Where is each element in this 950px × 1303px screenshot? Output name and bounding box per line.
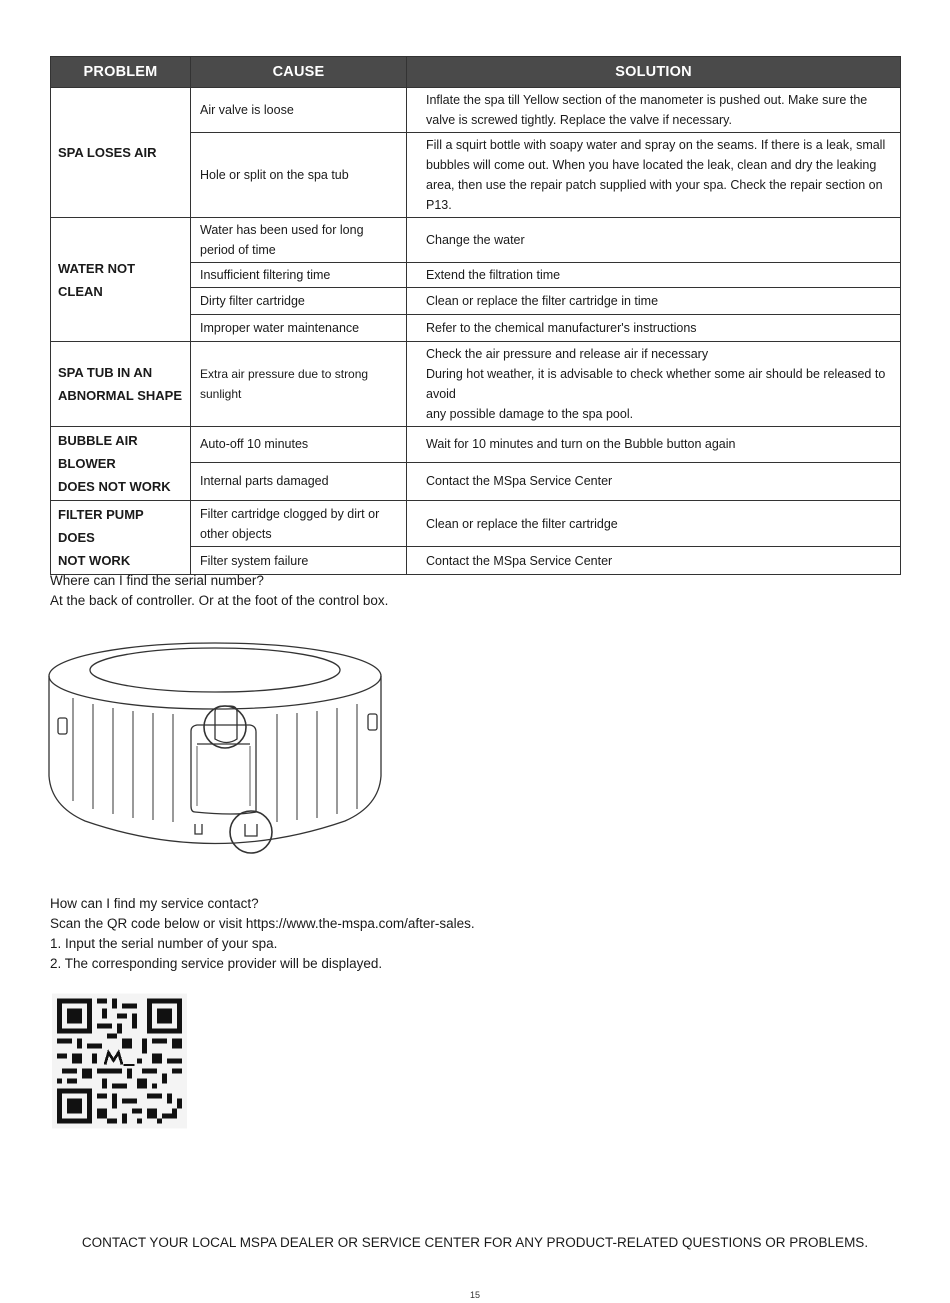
table-row <box>51 342 901 427</box>
solution-text: Clean or replace the filter cartridge in time <box>426 294 659 308</box>
problem-cell <box>51 342 191 427</box>
cause-text: Improper water maintenance <box>200 321 360 335</box>
solution-text: Contact the MSpa Service Center <box>426 474 613 489</box>
solution-cell <box>407 263 901 288</box>
solution-cell <box>407 133 901 218</box>
cause-cell <box>191 133 407 218</box>
problem-cell <box>51 501 191 575</box>
solution-text: Wait for 10 minutes and turn on the Bubble button again <box>426 437 736 452</box>
solution-cell <box>407 288 901 315</box>
spa-tub-illustration <box>45 636 390 861</box>
cause-text: Insufficient filtering time <box>200 268 331 282</box>
problem-text: SPA LOSES AIR <box>58 145 157 160</box>
solution-text: Extend the filtration time <box>426 268 561 282</box>
problem-text: BUBBLE AIR BLOWER <box>58 433 138 471</box>
cause-text: Internal parts damaged <box>200 474 329 489</box>
table-row <box>51 218 901 263</box>
cause-text: Dirty filter cartridge <box>200 294 305 308</box>
cause-text: Water has been used for long <box>200 223 364 237</box>
header-solution: SOLUTION <box>407 57 901 88</box>
cause-text: Extra air pressure due to strong sunlight <box>200 367 369 401</box>
cause-text: Air valve is loose <box>200 103 294 117</box>
table-header-row <box>51 57 901 88</box>
header-problem: PROBLEM <box>51 57 191 88</box>
cause-cell <box>191 88 407 133</box>
cause-cell <box>191 427 407 463</box>
solution-text: area, then use the repair patch supplied with your spa. Check the repair section on P13. <box>426 178 883 212</box>
service-step: 2. The corresponding service provider will be displayed. <box>50 956 383 971</box>
solution-cell <box>407 315 901 342</box>
solution-text: valve is screwed tightly. Replace the valve if necessary. <box>426 113 732 127</box>
cause-text: period of time <box>200 243 276 257</box>
table-body <box>51 88 901 575</box>
solution-text: Check the air pressure and release air if necessary <box>426 347 709 361</box>
solution-text: bubbles will come out. When you have located the leak, clean and dry the leaking <box>426 158 877 172</box>
solution-text: Refer to the chemical manufacturer's instructions <box>426 321 697 335</box>
service-instruction: Scan the QR code below or visit https://www.the-mspa.com/after-sales. <box>50 916 475 931</box>
solution-cell <box>407 342 901 427</box>
troubleshooting-table <box>50 56 901 575</box>
problem-text: ABNORMAL SHAPE <box>58 388 182 403</box>
cause-cell <box>191 288 407 315</box>
solution-text: Fill a squirt bottle with soapy water and spray on the seams. If there is a leak, small <box>426 138 886 152</box>
solution-cell <box>407 88 901 133</box>
solution-text: Change the water <box>426 233 525 247</box>
problem-text: SPA TUB IN AN <box>58 365 153 380</box>
problem-cell <box>51 427 191 501</box>
service-step: 1. Input the serial number of your spa. <box>50 936 278 951</box>
cause-cell <box>191 315 407 342</box>
solution-cell <box>407 547 901 575</box>
problem-cell <box>51 218 191 342</box>
solution-cell <box>407 501 901 547</box>
serial-question: Where can I find the serial number? <box>50 573 264 588</box>
cause-cell <box>191 263 407 288</box>
solution-text: Inflate the spa till Yellow section of the manometer is pushed out. Make sure the <box>426 93 868 107</box>
solution-cell <box>407 427 901 463</box>
cause-text: Filter cartridge clogged by dirt or <box>200 506 380 521</box>
problem-cell <box>51 88 191 218</box>
cause-cell <box>191 218 407 263</box>
solution-cell <box>407 462 901 500</box>
service-contact-faq <box>50 894 475 974</box>
service-question: How can I find my service contact? <box>50 896 259 911</box>
cause-text: other objects <box>200 526 272 541</box>
cause-text: Hole or split on the spa tub <box>200 168 349 182</box>
solution-text: Contact the MSpa Service Center <box>426 553 613 568</box>
serial-answer: At the back of controller. Or at the foot of the control box. <box>50 593 389 608</box>
solution-text: During hot weather, it is advisable to check whether some air should be released to avoid <box>426 367 886 401</box>
solution-text: Clean or replace the filter cartridge <box>426 516 618 531</box>
cause-cell <box>191 342 407 427</box>
problem-text: FILTER PUMP DOES <box>58 507 144 545</box>
problem-text: NOT WORK <box>58 553 131 568</box>
solution-text: any possible damage to the spa pool. <box>426 407 634 421</box>
problem-text: WATER NOT CLEAN <box>58 260 136 299</box>
cause-cell <box>191 501 407 547</box>
page-number: 15 <box>469 1290 480 1300</box>
qr-code[interactable] <box>52 993 187 1129</box>
serial-number-faq <box>50 571 388 611</box>
footer-note: CONTACT YOUR LOCAL MSPA DEALER OR SERVICE CENTER FOR ANY PRODUCT-RELATED QUESTIONS OR PROBLEMS. <box>81 1235 869 1250</box>
table-row <box>51 427 901 463</box>
cause-text: Auto-off 10 minutes <box>200 437 309 452</box>
table-row <box>51 88 901 133</box>
table-row <box>51 501 901 547</box>
header-cause: CAUSE <box>191 57 407 88</box>
cause-text: Filter system failure <box>200 553 309 568</box>
problem-text: DOES NOT WORK <box>58 479 171 494</box>
solution-cell <box>407 218 901 263</box>
table-header <box>51 57 901 88</box>
cause-cell <box>191 462 407 500</box>
